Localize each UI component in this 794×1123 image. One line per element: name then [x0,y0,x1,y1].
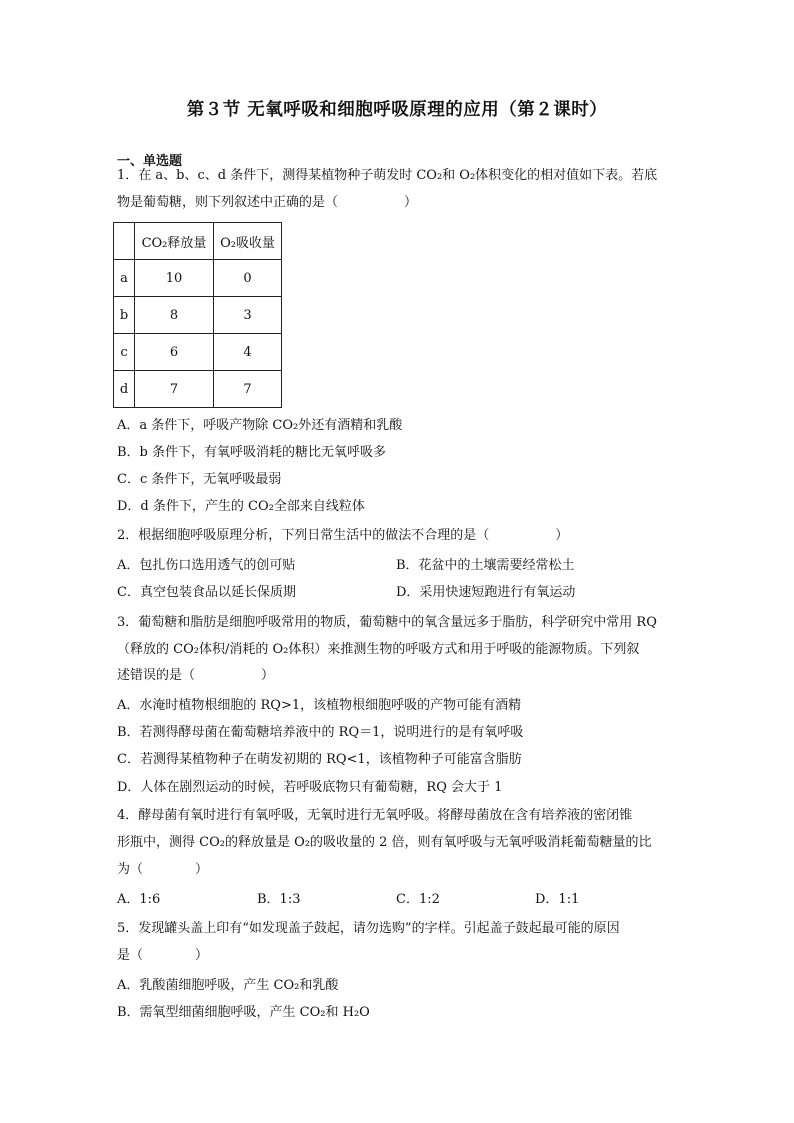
q1-stem-line1: 1．在 a、b、c、d 条件下，测得某植物种子萌发时 CO₂和 O₂体积变化的相对值如下表。若底 [117,168,658,183]
table-cell: 3 [214,297,282,334]
q2-option-a: A．包扎伤口选用透气的创可贴 [117,558,296,573]
q5-stem-line1: 5．发现罐头盖上印有“如发现盖子鼓起，请勿选购”的字样。引起盖子鼓起最可能的原因 [117,921,620,936]
table-cell: d [114,371,135,408]
q3-stem-line3 [117,668,274,684]
table-cell: 10 [135,260,214,297]
q4-stem-line1: 4．酵母菌有氧时进行有氧呼吸，无氧时进行无氧呼吸。将酵母菌放在含有培养液的密闭锥 [117,808,633,823]
q4-stem-text: 为（ [117,862,144,877]
table-cell: a [114,260,135,297]
table-header-cell [114,223,135,260]
q2-option-d: D．采用快速短跑进行有氧运动 [396,585,576,600]
q3-option-c: C．若测得某植物种子在萌发初期的 RQ<1，该植物种子可能富含脂肪 [117,752,522,767]
table-header-o2: O₂吸收量 [214,223,282,260]
table-cell: 8 [135,297,214,334]
q5-paren-close: ） [195,948,209,963]
q5-stem-text: 是（ [117,948,144,963]
q4-option-a: A．1:6 [117,892,161,907]
q3-stem-text: 述错误的是（ [117,668,196,683]
q2-option-c: C．真空包装食品以延长保质期 [117,585,296,600]
table-cell: 7 [135,371,214,408]
q5-stem-line2 [117,948,208,964]
table-cell: 6 [135,334,214,371]
q2-stem [117,528,568,544]
table-header-co2: CO₂释放量 [135,223,214,260]
q4-option-b: B．1:3 [257,892,301,907]
q1-option-c: C．c 条件下，无氧呼吸最弱 [117,472,282,487]
table-cell: c [114,334,135,371]
q2-paren-close: ） [555,528,569,543]
q4-option-c: C．1:2 [396,892,440,907]
table-row [114,334,282,371]
section-heading: 一、单选题 [117,154,183,169]
table-header-row [114,223,282,260]
q5-option-a: A．乳酸菌细胞呼吸，产生 CO₂和乳酸 [117,978,339,993]
q1-stem-line2 [117,195,417,211]
table-cell: b [114,297,135,334]
q1-option-a: A．a 条件下，呼吸产物除 CO₂外还有酒精和乳酸 [117,418,403,433]
q3-option-b: B．若测得酵母菌在葡萄糖培养液中的 RQ＝1，说明进行的是有氧呼吸 [117,725,524,740]
q3-paren-close: ） [261,668,275,683]
q1-option-b: B．b 条件下，有氧呼吸消耗的糖比无氧呼吸多 [117,445,387,460]
table-row [114,297,282,334]
q1-paren-close: ） [404,195,418,210]
q5-option-b: B．需氧型细菌细胞呼吸，产生 CO₂和 H₂O [117,1005,370,1020]
table-cell: 7 [214,371,282,408]
q1-option-d: D．d 条件下，产生的 CO₂全部来自线粒体 [117,499,365,514]
q3-option-d: D．人体在剧烈运动的时候，若呼吸底物只有葡萄糖，RQ 会大于 1 [117,780,503,795]
q3-option-a: A．水淹时植物根细胞的 RQ>1，该植物根细胞呼吸的产物可能有酒精 [117,698,522,713]
q1-data-table [113,222,282,408]
table-row [114,371,282,408]
table-cell: 0 [214,260,282,297]
table-row [114,260,282,297]
page-title: 第３节 无氧呼吸和细胞呼吸原理的应用（第２课时） [186,100,608,120]
q4-paren-close: ） [195,862,209,877]
q2-stem-text: 2．根据细胞呼吸原理分析，下列日常生活中的做法不合理的是（ [117,528,490,543]
q2-option-b: B．花盆中的土壤需要经常松土 [396,558,575,573]
q4-stem-line3 [117,862,208,878]
q4-stem-line2: 形瓶中，测得 CO₂的释放量是 O₂的吸收量的 2 倍，则有氧呼吸与无氧呼吸消耗葡萄糖量的比 [117,835,652,850]
q1-stem-text: 物是葡萄糖，则下列叙述中正确的是（ [117,195,339,210]
q3-stem-line2: （释放的 CO₂体积/消耗的 O₂体积）来推测生物的呼吸方式和用于呼吸的能源物质。下列叙 [117,642,640,657]
q4-option-d: D．1:1 [535,892,580,907]
q3-stem-line1: 3．葡萄糖和脂肪是细胞呼吸常用的物质，葡萄糖中的氧含量远多于脂肪，科学研究中常用 RQ [117,615,657,630]
table-cell: 4 [214,334,282,371]
